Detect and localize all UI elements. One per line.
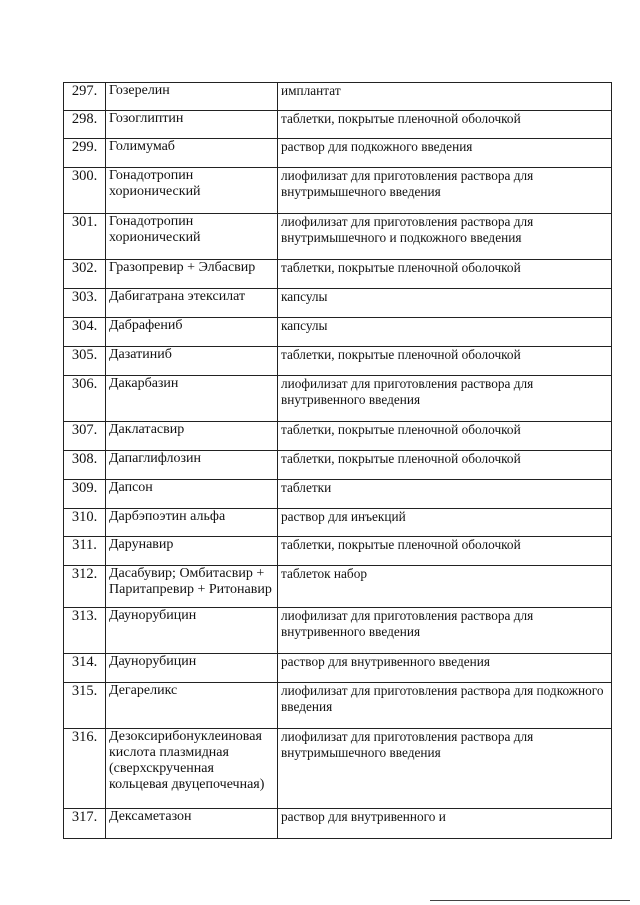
drug-name: Дапсон xyxy=(106,480,278,509)
drug-name: Даунорубицин xyxy=(106,654,278,683)
table-row xyxy=(64,729,612,809)
row-number: 309. xyxy=(64,480,106,509)
row-number: 308. xyxy=(64,451,106,480)
drug-name: Гонадотропин хорионический xyxy=(106,214,278,260)
dosage-form: раствор для внутривенного введения xyxy=(278,654,612,683)
footer-line xyxy=(430,900,630,901)
row-number: 312. xyxy=(64,566,106,608)
row-number: 316. xyxy=(64,729,106,809)
dosage-form: таблетки, покрытые пленочной оболочкой xyxy=(278,422,612,451)
table-row xyxy=(64,480,612,509)
drug-name: Дасабувир; Омбитасвир + Паритапревир + Ритонавир xyxy=(106,566,278,608)
dosage-form: таблетки, покрытые пленочной оболочкой xyxy=(278,111,612,139)
table-row xyxy=(64,318,612,347)
row-number: 306. xyxy=(64,376,106,422)
drug-name: Даклатасвир xyxy=(106,422,278,451)
drug-name: Дарунавир xyxy=(106,537,278,566)
drug-name: Дезоксирибонуклеиновая кислота плазмидная (сверхскрученная кольцевая двуцепочечная) xyxy=(106,729,278,809)
table-row xyxy=(64,289,612,318)
row-number: 313. xyxy=(64,608,106,654)
row-number: 298. xyxy=(64,111,106,139)
drug-name: Дабигатрана этексилат xyxy=(106,289,278,318)
row-number: 302. xyxy=(64,260,106,289)
dosage-form: раствор для подкожного введения xyxy=(278,139,612,168)
drug-name: Гразопревир + Элбасвир xyxy=(106,260,278,289)
dosage-form: раствор для внутривенного и xyxy=(278,809,612,839)
row-number: 304. xyxy=(64,318,106,347)
row-number: 310. xyxy=(64,509,106,537)
dosage-form: капсулы xyxy=(278,318,612,347)
table-row xyxy=(64,376,612,422)
table-body xyxy=(64,83,612,839)
drug-name: Дазатиниб xyxy=(106,347,278,376)
dosage-form: таблетки xyxy=(278,480,612,509)
table-row xyxy=(64,683,612,729)
dosage-form: лиофилизат для приготовления раствора для внутримышечного введения xyxy=(278,729,612,809)
drug-name: Дабрафениб xyxy=(106,318,278,347)
dosage-form: раствор для инъекций xyxy=(278,509,612,537)
dosage-form: капсулы xyxy=(278,289,612,318)
table-row xyxy=(64,111,612,139)
table-row xyxy=(64,260,612,289)
dosage-form: таблетки, покрытые пленочной оболочкой xyxy=(278,451,612,480)
dosage-form: имплантат xyxy=(278,83,612,111)
row-number: 299. xyxy=(64,139,106,168)
table-row xyxy=(64,422,612,451)
dosage-form: таблеток набор xyxy=(278,566,612,608)
table-row xyxy=(64,608,612,654)
dosage-form: лиофилизат для приготовления раствора для внутримышечного введения xyxy=(278,168,612,214)
table-row xyxy=(64,214,612,260)
drug-name: Даунорубицин xyxy=(106,608,278,654)
drug-name: Дапаглифлозин xyxy=(106,451,278,480)
drug-name: Гозерелин xyxy=(106,83,278,111)
table-row xyxy=(64,809,612,839)
dosage-form: таблетки, покрытые пленочной оболочкой xyxy=(278,347,612,376)
drug-name: Дарбэпоэтин альфа xyxy=(106,509,278,537)
table-row xyxy=(64,566,612,608)
table-row xyxy=(64,509,612,537)
table-row xyxy=(64,139,612,168)
table-row xyxy=(64,168,612,214)
drug-name: Дексаметазон xyxy=(106,809,278,839)
dosage-form: лиофилизат для приготовления раствора для внутривенного введения xyxy=(278,376,612,422)
dosage-form: таблетки, покрытые пленочной оболочкой xyxy=(278,260,612,289)
table-row xyxy=(64,654,612,683)
drug-name: Дакарбазин xyxy=(106,376,278,422)
drug-name: Гонадотропин хорионический xyxy=(106,168,278,214)
dosage-form: лиофилизат для приготовления раствора для внутривенного введения xyxy=(278,608,612,654)
row-number: 300. xyxy=(64,168,106,214)
row-number: 315. xyxy=(64,683,106,729)
dosage-form: лиофилизат для приготовления раствора для внутримышечного и подкожного введения xyxy=(278,214,612,260)
table-row xyxy=(64,83,612,111)
row-number: 305. xyxy=(64,347,106,376)
table-row xyxy=(64,347,612,376)
drug-name: Гозоглиптин xyxy=(106,111,278,139)
row-number: 317. xyxy=(64,809,106,839)
drug-name: Голимумаб xyxy=(106,139,278,168)
table-row xyxy=(64,537,612,566)
row-number: 314. xyxy=(64,654,106,683)
drug-table xyxy=(63,82,612,839)
dosage-form: лиофилизат для приготовления раствора для подкожного введения xyxy=(278,683,612,729)
row-number: 301. xyxy=(64,214,106,260)
dosage-form: таблетки, покрытые пленочной оболочкой xyxy=(278,537,612,566)
row-number: 297. xyxy=(64,83,106,111)
drug-name: Дегареликс xyxy=(106,683,278,729)
row-number: 307. xyxy=(64,422,106,451)
table-row xyxy=(64,451,612,480)
row-number: 303. xyxy=(64,289,106,318)
row-number: 311. xyxy=(64,537,106,566)
